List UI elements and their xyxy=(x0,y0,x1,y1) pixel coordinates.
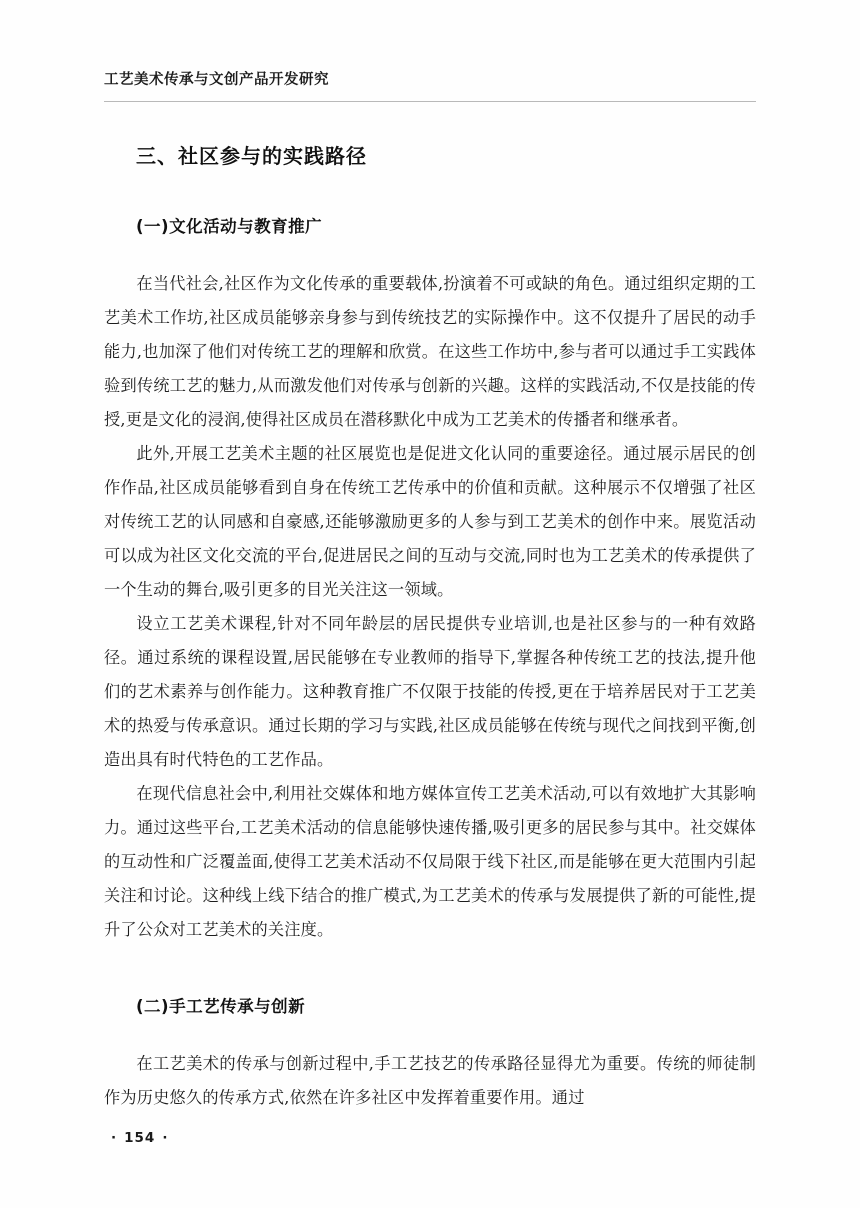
page-footer xyxy=(104,1130,756,1146)
footer-dot-left: · xyxy=(111,1130,118,1146)
subsection-title-2: (二)手工艺传承与创新 xyxy=(136,997,306,1016)
footer-dot-right: · xyxy=(162,1130,169,1146)
subsection-title-1: (一)文化活动与教育推广 xyxy=(136,217,323,236)
paragraph: 在当代社会,社区作为文化传承的重要载体,扮演着不可或缺的角色。通过组织定期的工艺美术工作坊,社区成员能够亲身参与到传统技艺的实际操作中。这不仅提升了居民的动手能力,也加深了他们对传统工艺的理解和欣赏。在这些工作坊中,参与者可以通过手工实践体验到传统工艺的魅力,从而激发他们对传承与创新的兴趣。这样的实践活动,不仅是技能的传授,更是文化的浸润,使得社区成员在潜移默化中成为工艺美术的传播者和继承者。 xyxy=(104,274,756,429)
page-content xyxy=(104,122,756,1115)
header-divider xyxy=(104,101,756,102)
section-title: 三、社区参与的实践路径 xyxy=(136,144,367,168)
running-title: 工艺美术传承与文创产品开发研究 xyxy=(104,72,329,88)
page-header xyxy=(104,68,756,102)
paragraph: 在工艺美术的传承与创新过程中,手工艺技艺的传承路径显得尤为重要。传统的师徒制作为历史悠久的传承方式,依然在许多社区中发挥着重要作用。通过 xyxy=(104,1054,756,1107)
paragraph: 在现代信息社会中,利用社交媒体和地方媒体宣传工艺美术活动,可以有效地扩大其影响力。通过这些平台,工艺美术活动的信息能够快速传播,吸引更多的居民参与其中。社交媒体的互动性和广泛覆盖面,使得工艺美术活动不仅局限于线下社区,而是能够在更大范围内引起关注和讨论。这种线上线下结合的推广模式,为工艺美术的传承与发展提供了新的可能性,提升了公众对工艺美术的关注度。 xyxy=(104,784,756,939)
paragraph: 设立工艺美术课程,针对不同年龄层的居民提供专业培训,也是社区参与的一种有效路径。通过系统的课程设置,居民能够在专业教师的指导下,掌握各种传统工艺的技法,提升他们的艺术素养与创作能力。这种教育推广不仅限于技能的传授,更在于培养居民对于工艺美术的热爱与传承意识。通过长期的学习与实践,社区成员能够在传统与现代之间找到平衡,创造出具有时代特色的工艺作品。 xyxy=(104,614,756,769)
paragraph: 此外,开展工艺美术主题的社区展览也是促进文化认同的重要途径。通过展示居民的创作作品,社区成员能够看到自身在传统工艺传承中的价值和贡献。这种展示不仅增强了社区对传统工艺的认同感和自豪感,还能够激励更多的人参与到工艺美术的创作中来。展览活动可以成为社区文化交流的平台,促进居民之间的互动与交流,同时也为工艺美术的传承提供了一个生动的舞台,吸引更多的目光关注这一领域。 xyxy=(104,444,756,599)
page-number: 154 xyxy=(124,1130,156,1146)
